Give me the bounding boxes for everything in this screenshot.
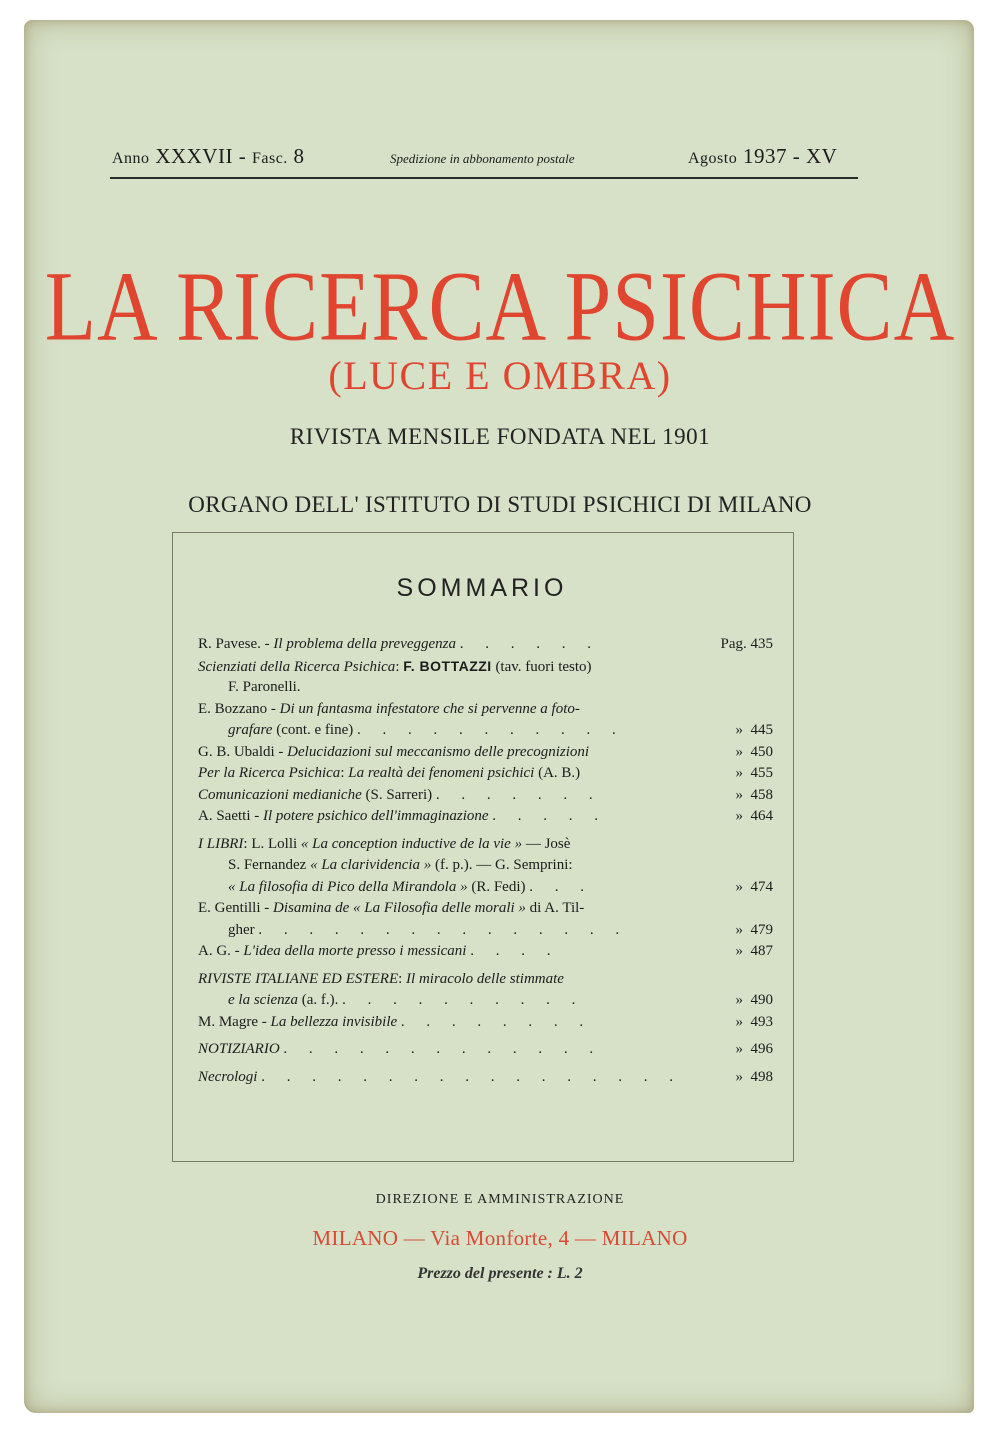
toc-entry-cont: F. Paronelli. <box>228 679 301 695</box>
toc-entry-cont: « La filosofia di Pico della Mirandola » (R. Fedi) . . . » 474 <box>228 878 773 895</box>
masthead-subtitle: (LUCE E OMBRA) <box>328 353 672 398</box>
issue-date <box>688 144 837 169</box>
tagline: RIVISTA MENSILE FONDATA NEL 1901 <box>289 424 711 449</box>
toc-entry: Comunicazioni medianiche (S. Sarreri) . . . . . . . » 458 <box>198 786 773 803</box>
year-label: 1937 - XV <box>742 144 838 168</box>
issue-number: Anno XXXVII - Fasc. 8 <box>112 144 305 168</box>
price-label: Prezzo del presente : <box>417 1265 553 1282</box>
toc-entry: RIVISTE ITALIANE ED ESTERE: Il miracolo delle stimmate <box>198 970 564 987</box>
toc-entry: Scienziati della Ricerca Psichica: F. BOTTAZZI (tav. fuori testo) <box>198 657 592 675</box>
toc-entry: M. Magre - La bellezza invisibile . . . . . . . . » 493 <box>198 1013 773 1030</box>
toc-entry: A. G. - L'idea della morte presso i messicani . . . . » 487 <box>198 943 773 959</box>
price-value: L. 2 <box>556 1265 583 1282</box>
header-rule <box>110 177 858 179</box>
toc-entry-cont: e la scienza (a. f.). . . . . . . . . . . » 490 <box>228 992 773 1008</box>
masthead-title: LA RICERCA PSICHICA <box>44 252 956 363</box>
fasc-value: 8 <box>293 144 305 168</box>
toc-entry: Necrologi . . . . . . . . . . . . . . . . . » 498 <box>198 1068 773 1085</box>
toc-entry: I LIBRI: L. Lolli « La conception inductive de la vie » — Josè <box>198 835 571 852</box>
anno-label: Anno <box>112 150 150 167</box>
sommario-heading: SOMMARIO <box>396 574 568 602</box>
anno-value: XXXVII <box>155 144 233 168</box>
toc-entry: R. Pavese. - Il problema della preveggenza . . . . . . Pag. 435 <box>198 636 773 652</box>
toc-entry-cont: grafare (cont. e fine) . . . . . . . . . . . » 445 <box>228 722 773 738</box>
toc-entry-cont: gher . . . . . . . . . . . . . . . » 479 <box>228 921 773 938</box>
table-of-contents <box>198 636 773 1090</box>
toc-entry: NOTIZIARIO . . . . . . . . . . . . . » 496 <box>198 1041 773 1057</box>
organo-line: ORGANO DELL' ISTITUTO DI STUDI PSICHICI DI MILANO <box>188 492 812 517</box>
direzione-label: DIREZIONE E AMMINISTRAZIONE <box>375 1192 625 1207</box>
spedizione-note: Spedizione in abbonamento postale <box>390 151 575 166</box>
toc-entry: A. Saetti - Il potere psichico dell'immaginazione . . . . . » 464 <box>198 808 773 824</box>
toc-entry: E. Bozzano - Di un fantasma infestatore che si pervenne a foto- <box>198 700 580 717</box>
toc-entry: E. Gentilli - Disamina de « La Filosofia delle morali » di A. Til- <box>198 900 585 916</box>
address-line: MILANO — Via Monforte, 4 — MILANO <box>312 1226 688 1250</box>
fasc-label: Fasc. <box>251 150 288 167</box>
toc-entry-cont: S. Fernandez « La clarividencia » (f. p.). — G. Semprini: <box>228 857 573 873</box>
price-line <box>0 1265 1000 1283</box>
month-label: Agosto <box>688 150 738 167</box>
toc-entry: Per la Ricerca Psichica: La realtà dei fenomeni psichici (A. B.) » 455 <box>198 765 773 781</box>
toc-entry: G. B. Ubaldi - Delucidazioni sul meccanismo delle precognizioni » 450 <box>198 743 773 760</box>
